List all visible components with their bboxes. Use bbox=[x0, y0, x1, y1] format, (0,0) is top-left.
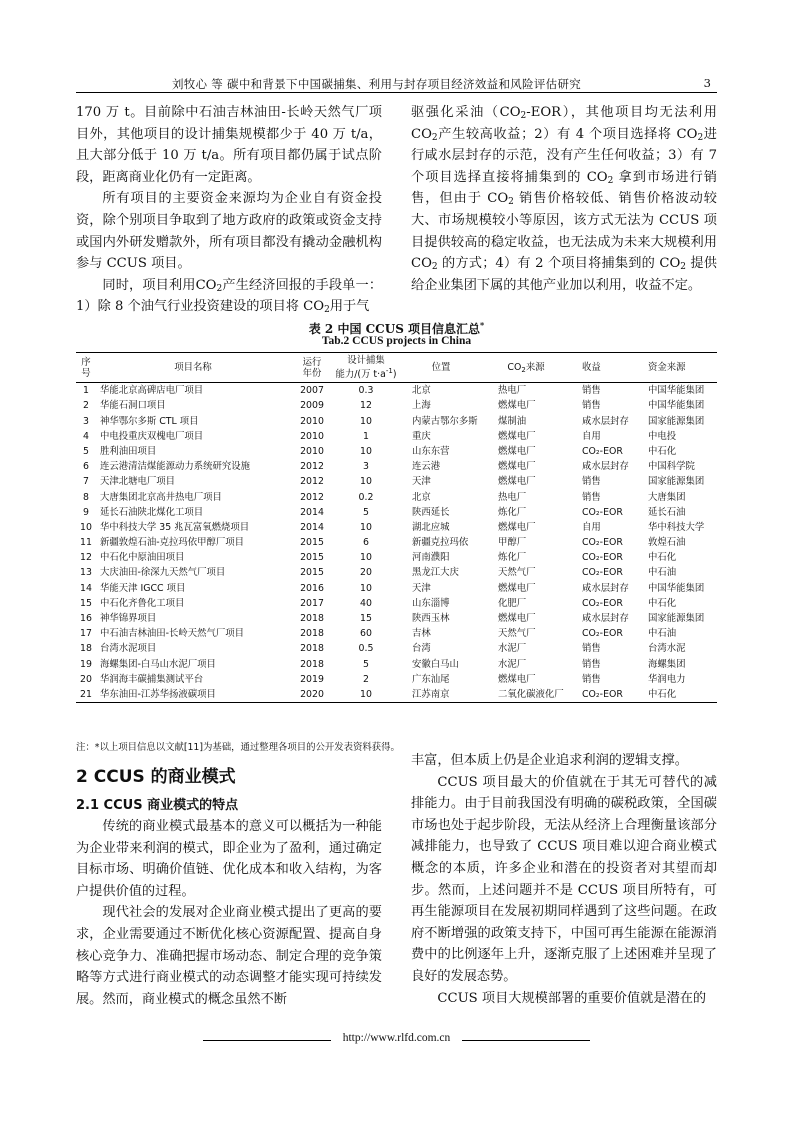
table-cell: 华润海丰碳捕集测试平台 bbox=[100, 673, 204, 685]
table-body bbox=[76, 383, 717, 703]
table-cell: 2015 bbox=[300, 537, 324, 549]
table-cell: 海螺集团 bbox=[648, 658, 686, 670]
table-cell: 燃煤电厂 bbox=[498, 582, 536, 594]
table-cell: 6 bbox=[83, 461, 89, 473]
right-column-top bbox=[411, 102, 717, 296]
table-cell: 2017 bbox=[300, 597, 324, 609]
table-cell: 2012 bbox=[300, 476, 324, 488]
table-cell: 4 bbox=[83, 430, 89, 442]
table-cell: 21 bbox=[76, 687, 96, 703]
table-cell: CO₂-EOR bbox=[582, 567, 623, 579]
table-cell: 台湾 bbox=[412, 643, 431, 655]
table-cell: 广东汕尾 bbox=[412, 673, 450, 685]
table-caption-en: Tab.2 CCUS projects in China bbox=[321, 335, 472, 347]
table-cell: 安徽白马山 bbox=[412, 658, 459, 670]
table-cell: 2012 bbox=[300, 491, 324, 503]
table-cell: 山东东营 bbox=[412, 445, 450, 457]
table-row bbox=[76, 474, 717, 489]
table-cell: 2 bbox=[363, 673, 369, 685]
col-location: 位置 bbox=[398, 353, 484, 383]
table-cell: 2 bbox=[83, 400, 89, 412]
col-source: $CO_2$来源 bbox=[484, 353, 568, 383]
table-cell: 天然气厂 bbox=[498, 567, 536, 579]
paragraph: 传统的商业模式最基本的意义可以概括为一种能为企业带来利润的模式，即企业为了盈利，通过确定目标市场、明确价值链、优化成本和收入结构，为客户提供价值的过程。 bbox=[76, 819, 382, 899]
table-cell: 2020 bbox=[290, 687, 334, 703]
table-cell: 中国华能集团 bbox=[648, 400, 705, 412]
col-funding: 资金来源 bbox=[634, 353, 717, 383]
table-cell: 水泥厂 bbox=[498, 658, 527, 670]
footer-url[interactable]: http://www.rlfd.com.cn bbox=[342, 1032, 451, 1044]
table-cell: 2010 bbox=[300, 430, 324, 442]
table-cell: 中国科学院 bbox=[648, 461, 695, 473]
table-cell: 中石化 bbox=[648, 552, 677, 564]
table-row bbox=[76, 398, 717, 413]
table-cell: 连云港 bbox=[412, 461, 441, 473]
col-seq: 序 号 bbox=[76, 353, 96, 383]
table-cell: 咸水层封存 bbox=[582, 461, 629, 473]
table-cell: 国家能源集团 bbox=[648, 613, 705, 625]
table-cell: 17 bbox=[80, 628, 92, 640]
table-cell: 胜利油田项目 bbox=[100, 445, 157, 457]
table-cell: 5 bbox=[363, 506, 369, 518]
paragraph: CCUS 项目最大的价值就在于其无可替代的减排能力。由于目前我国没有明确的碳税政策，全国碳市场也处于起步阶段，无法从经济上合理衡量该部分减排能力，也导致了 CCUS 项目难以迎合商业模式概念的本质，许多企业和潜在的投资者对其望而却步。然而，上述问题并不是 CCUS 项目所特有，可再生能源项目在发展初期同样遇到了这些问题。在政府不断增强的政策支持下，中国可再生能源在能源消费中的比例逐年上升，逐渐克服了上述困难并呈现了良好的发展态势。 bbox=[411, 774, 717, 984]
table-cell: 热电厂 bbox=[498, 491, 527, 503]
table-cell: 神华锦界项目 bbox=[100, 613, 157, 625]
table-cell: 陕西延长 bbox=[412, 506, 450, 518]
table-header bbox=[76, 353, 717, 383]
table-row bbox=[76, 626, 717, 641]
table-cell: 江苏南京 bbox=[398, 687, 484, 703]
table-cell: 敦煌石油 bbox=[648, 537, 686, 549]
table-cell: 北京 bbox=[412, 491, 431, 503]
table-cell: 炼化厂 bbox=[498, 506, 527, 518]
table-cell: CO₂-EOR bbox=[568, 687, 634, 703]
table-cell: 燃煤电厂 bbox=[498, 400, 536, 412]
table-cell: 中石油 bbox=[648, 567, 677, 579]
table-cell: CO₂-EOR bbox=[582, 445, 623, 457]
table-cell: 60 bbox=[360, 628, 372, 640]
table-cell: 国家能源集团 bbox=[648, 476, 705, 488]
table-cell: 延长石油陕北煤化工项目 bbox=[100, 506, 204, 518]
table-cell: 华东油田-江苏华扬液碳项目 bbox=[96, 687, 290, 703]
table-cell: 10 bbox=[360, 445, 372, 457]
table-cell: 13 bbox=[80, 567, 92, 579]
table-cell: 1 bbox=[83, 385, 89, 397]
table-cell: 化肥厂 bbox=[498, 597, 527, 609]
subsection-heading: 2.1 CCUS 商业模式的特点 bbox=[76, 798, 239, 813]
table-cell: 华中科技大学 35 兆瓦富氧燃烧项目 bbox=[100, 521, 250, 533]
table-cell: 销售 bbox=[582, 476, 601, 488]
table-cell: 山东淄博 bbox=[412, 597, 450, 609]
table-cell: 2016 bbox=[300, 582, 324, 594]
table-row bbox=[76, 687, 717, 703]
section-heading: 2 CCUS 的商业模式 bbox=[76, 767, 236, 787]
table-cell: 天津 bbox=[412, 476, 431, 488]
table-row bbox=[76, 657, 717, 672]
table-row bbox=[76, 641, 717, 656]
table-cell: 连云港清洁煤能源动力系统研究设施 bbox=[100, 461, 251, 473]
table-cell: 2018 bbox=[300, 643, 324, 655]
paragraph: 同时，项目利用$CO_2$产生经济回报的手段单一：1）除 8 个油气行业投资建设的项目将 $CO_2$用于气 bbox=[76, 277, 383, 316]
table-cell: 10 bbox=[360, 415, 372, 427]
table-cell: 海螺集团-白马山水泥厂项目 bbox=[100, 658, 216, 670]
table-cell: 天津 bbox=[412, 582, 431, 594]
table-cell: 中石化 bbox=[648, 597, 677, 609]
paragraph: 丰富，但本质上仍是企业追求利润的逻辑支撑。 bbox=[411, 753, 688, 768]
table-cell: 0.5 bbox=[358, 643, 374, 655]
table-cell: 重庆 bbox=[412, 430, 431, 442]
table-cell: 水泥厂 bbox=[498, 643, 527, 655]
table-cell: 0.3 bbox=[358, 385, 374, 397]
table-row bbox=[76, 596, 717, 611]
table-cell: 中石化齐鲁化工项目 bbox=[100, 597, 185, 609]
table-cell: CO₂-EOR bbox=[582, 552, 623, 564]
table-cell: 7 bbox=[83, 476, 89, 488]
table-cell: 10 bbox=[360, 476, 372, 488]
table-cell: 10 bbox=[360, 552, 372, 564]
table-cell: 燃煤电厂 bbox=[498, 521, 536, 533]
table-cell: 新疆克拉玛依 bbox=[412, 537, 469, 549]
paragraph: 所有项目的主要资金来源均为企业自有资金投资，除个别项目争取到了地方政府的政策或资金支持或国内外研发赠款外，所有项目都没有撬动金融机构参与 CCUS 项目。 bbox=[76, 191, 382, 272]
table-cell: 中国华能集团 bbox=[648, 385, 705, 397]
table-cell: 延长石油 bbox=[648, 506, 686, 518]
table-cell: 3 bbox=[83, 415, 89, 427]
table-row bbox=[76, 414, 717, 429]
table-cell: 新疆敦煌石油-克拉玛依甲醇厂项目 bbox=[100, 537, 245, 549]
table-row bbox=[76, 444, 717, 459]
table-cell: 销售 bbox=[582, 491, 601, 503]
table-cell: 自用 bbox=[582, 521, 601, 533]
right-column-bottom bbox=[411, 750, 717, 1009]
paragraph: 170 万 t。目前除中石油吉林油田-长岭天然气厂项目外，其他项目的设计捕集规模都少于 40 万 t/a，且大部分低于 10 万 t/a。所有项目都仍属于试点阶段，距离商业化仍有一定距离。 bbox=[76, 105, 382, 185]
table-cell: 华润电力 bbox=[648, 673, 686, 685]
table-cell: 国家能源集团 bbox=[648, 415, 705, 427]
header-title: 刘牧心 等 碳中和背景下中国碳捕集、利用与封存项目经济效益和风险评估研究 bbox=[171, 77, 582, 91]
table-cell: CO₂-EOR bbox=[582, 597, 623, 609]
table-row bbox=[76, 459, 717, 474]
table-cell: 大唐集团北京高井热电厂项目 bbox=[100, 491, 222, 503]
table-cell: 台湾水泥项目 bbox=[100, 643, 157, 655]
table-cell: 2014 bbox=[300, 506, 324, 518]
table-cell: 台湾水泥 bbox=[648, 643, 686, 655]
table-cell: 1 bbox=[363, 430, 369, 442]
table-row bbox=[76, 383, 717, 399]
table-cell: 燃煤电厂 bbox=[498, 673, 536, 685]
table-cell: 中石化 bbox=[648, 445, 677, 457]
table-cell: 12 bbox=[360, 400, 372, 412]
table-row bbox=[76, 505, 717, 520]
table-cell: 热电厂 bbox=[498, 385, 527, 397]
left-column-bottom bbox=[76, 816, 382, 1010]
table-cell: 销售 bbox=[582, 643, 601, 655]
table-cell: 中石油 bbox=[648, 628, 677, 640]
table-cell: 8 bbox=[83, 491, 89, 503]
table-row bbox=[76, 611, 717, 626]
table-cell: 二氧化碳液化厂 bbox=[484, 687, 568, 703]
table-row bbox=[76, 581, 717, 596]
table-cell: 甲醇厂 bbox=[498, 537, 527, 549]
table-cell: 中电投 bbox=[648, 430, 677, 442]
table-cell: 销售 bbox=[582, 673, 601, 685]
table-cell: 咸水层封存 bbox=[582, 613, 629, 625]
table-cell: 9 bbox=[83, 506, 89, 518]
table-cell: 神华鄂尔多斯 CTL 项目 bbox=[100, 415, 199, 427]
table-cell: 北京 bbox=[412, 385, 431, 397]
col-capacity: 设计捕集 能力/(万 $t\cdot a^{-1}$) bbox=[334, 353, 398, 383]
table-cell: 大唐集团 bbox=[648, 491, 686, 503]
table-cell: 2018 bbox=[300, 658, 324, 670]
table-row bbox=[76, 520, 717, 535]
table-cell: 大庆油田-徐深九天然气厂项目 bbox=[100, 567, 226, 579]
table-cell: 吉林 bbox=[412, 628, 431, 640]
table-cell: 40 bbox=[360, 597, 372, 609]
table-cell: 自用 bbox=[582, 430, 601, 442]
table-cell: 咸水层封存 bbox=[582, 582, 629, 594]
table-row bbox=[76, 535, 717, 550]
table-cell: 5 bbox=[83, 445, 89, 457]
table-cell: 11 bbox=[80, 537, 92, 549]
page-number: 3 bbox=[703, 76, 711, 90]
table-cell: 内蒙古鄂尔多斯 bbox=[412, 415, 478, 427]
table-cell: 2007 bbox=[300, 385, 324, 397]
table-cell: 2009 bbox=[300, 400, 324, 412]
table-cell: 上海 bbox=[412, 400, 431, 412]
table-cell: 2018 bbox=[300, 628, 324, 640]
table-cell: 燃煤电厂 bbox=[498, 445, 536, 457]
table-row bbox=[76, 565, 717, 580]
table-cell: 10 bbox=[80, 521, 92, 533]
table-cell: 15 bbox=[360, 613, 372, 625]
paragraph: 现代社会的发展对企业商业模式提出了更高的要求，企业需要通过不断优化核心资源配置、提高自身核心竞争力、准确把握市场动态、制定合理的竞争策略等方式进行商业模式的动态调整才能实现可持续发展。然而，商业模式的概念虽然不断 bbox=[76, 905, 382, 1007]
table-cell: 陕西玉林 bbox=[412, 613, 450, 625]
table-cell: 10 bbox=[360, 521, 372, 533]
table-cell: 燃煤电厂 bbox=[498, 461, 536, 473]
table-note: 注：*以上项目信息以文献[11]为基础，通过整理各项目的公开发表资料获得。 bbox=[76, 742, 400, 753]
table-cell: 18 bbox=[80, 643, 92, 655]
table-cell: 2012 bbox=[300, 461, 324, 473]
table-cell: 天然气厂 bbox=[498, 628, 536, 640]
table-row bbox=[76, 672, 717, 687]
table-cell: 中国华能集团 bbox=[648, 582, 705, 594]
table-cell: 2010 bbox=[300, 445, 324, 457]
page-footer bbox=[0, 1032, 793, 1048]
table-cell: 2015 bbox=[300, 552, 324, 564]
table-cell: 2015 bbox=[300, 567, 324, 579]
running-header bbox=[76, 74, 717, 93]
table-cell: 中电投重庆双槐电厂项目 bbox=[100, 430, 204, 442]
table-cell: 0.2 bbox=[358, 491, 374, 503]
table-cell: 中石化 bbox=[634, 687, 717, 703]
table-cell: CO₂-EOR bbox=[582, 537, 623, 549]
col-year: 运行 年份 bbox=[290, 353, 334, 383]
table-cell: 14 bbox=[80, 582, 92, 594]
table-cell: 19 bbox=[80, 658, 92, 670]
table-cell: 燃煤电厂 bbox=[498, 430, 536, 442]
table-row bbox=[76, 429, 717, 444]
table-cell: 销售 bbox=[582, 385, 601, 397]
table-cell: 燃煤电厂 bbox=[498, 613, 536, 625]
table-cell: CO₂-EOR bbox=[582, 506, 623, 518]
table-cell: 5 bbox=[363, 658, 369, 670]
table-cell: 燃煤电厂 bbox=[498, 476, 536, 488]
table-cell: 20 bbox=[80, 673, 92, 685]
table-cell: 6 bbox=[363, 537, 369, 549]
table-cell: 华能北京高碑店电厂项目 bbox=[100, 385, 204, 397]
table-cell: 2018 bbox=[300, 613, 324, 625]
table-cell: 河南濮阳 bbox=[412, 552, 450, 564]
table-cell: 3 bbox=[363, 461, 369, 473]
table-cell: CO₂-EOR bbox=[582, 628, 623, 640]
left-column-top bbox=[76, 102, 382, 318]
table-cell: 12 bbox=[80, 552, 92, 564]
table-cell: 华中科技大学 bbox=[648, 521, 705, 533]
footer-rule-right bbox=[462, 1040, 590, 1041]
table-cell: 咸水层封存 bbox=[582, 415, 629, 427]
table-cell: 华能天津 IGCC 项目 bbox=[100, 582, 186, 594]
table-cell: 15 bbox=[80, 597, 92, 609]
table-cell: 10 bbox=[334, 687, 398, 703]
table-cell: 2010 bbox=[300, 415, 324, 427]
col-revenue: 收益 bbox=[568, 353, 634, 383]
table-cell: 20 bbox=[360, 567, 372, 579]
table-cell: 2014 bbox=[300, 521, 324, 533]
table-cell: 销售 bbox=[582, 658, 601, 670]
table-cell: 16 bbox=[80, 613, 92, 625]
col-name: 项目名称 bbox=[96, 353, 290, 383]
table-caption-cn: 表 2 中国 CCUS 项目信息汇总* bbox=[308, 320, 485, 336]
table-cell: 煤制油 bbox=[498, 415, 527, 427]
table-cell: 炼化厂 bbox=[498, 552, 527, 564]
table-cell: 销售 bbox=[582, 400, 601, 412]
ccus-projects-table bbox=[76, 352, 717, 703]
paragraph: CCUS 项目大规模部署的重要价值就是潜在的 bbox=[437, 990, 707, 1006]
table-cell: 华能石洞口项目 bbox=[100, 400, 166, 412]
table-cell: 黑龙江大庆 bbox=[412, 567, 459, 579]
table-row bbox=[76, 550, 717, 565]
paragraph: 驱强化采油$(CO_2-EOR)$，其他项目均无法利用 $CO_2$产生较高收益；2）有 4 个项目选择将 $CO_2$进行咸水层封存的示范，没有产生任何收益；3）有 7 个项目选择直接将捕集到的 $CO_2$ 拿到市场进行销售，但由于 $CO_2$ 销售价格较低、销售价格波动较大、市场规模较小等原因，该方式无法为 CCUS 项目提供较高的稳定收益，也无法成为未来大规模利用 $CO_2$ 的方式；4）有 2 个项目将捕集到的 $CO_2$ 提供给企业集团下属的其他产业加以利用，收益不定。 bbox=[411, 105, 717, 293]
table-cell: 湖北应城 bbox=[412, 521, 450, 533]
table-cell: 2019 bbox=[300, 673, 324, 685]
table-row bbox=[76, 489, 717, 504]
table-cell: 中石化中原油田项目 bbox=[100, 552, 185, 564]
table-cell: 中石油吉林油田-长岭天然气厂项目 bbox=[100, 628, 245, 640]
table-cell: 天津北塘电厂项目 bbox=[100, 476, 176, 488]
table-cell: 10 bbox=[360, 582, 372, 594]
